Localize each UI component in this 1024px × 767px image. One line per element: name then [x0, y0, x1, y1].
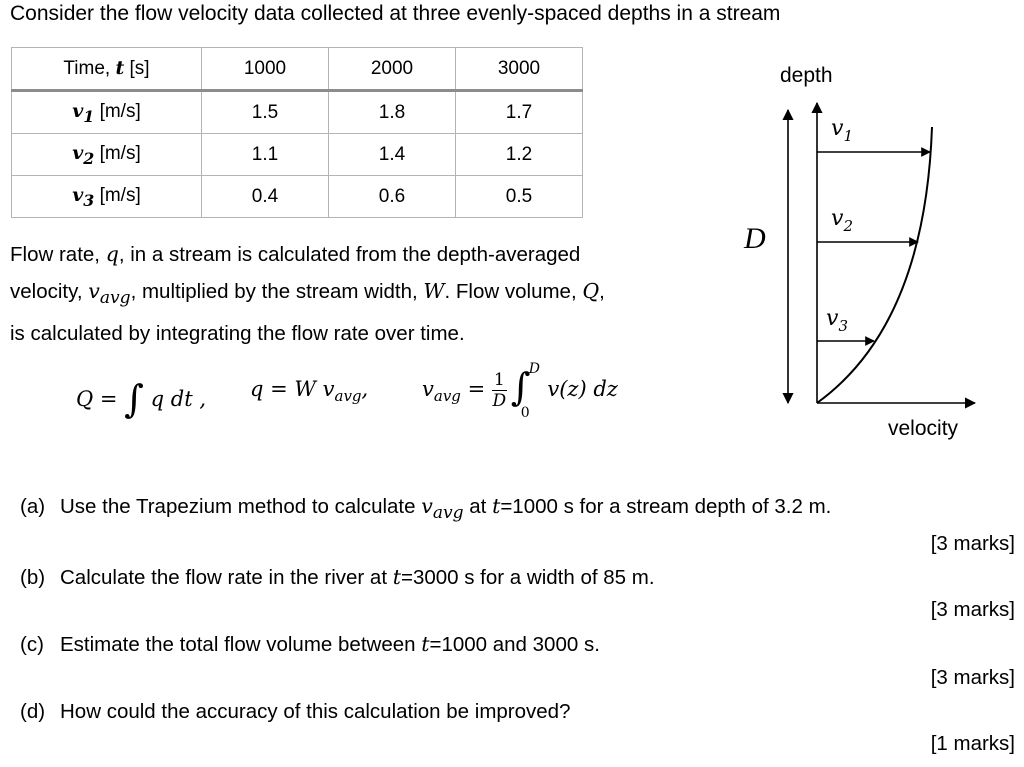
table-row	[12, 134, 583, 176]
table-row	[12, 91, 583, 134]
D-label: D	[744, 222, 766, 255]
fraction	[492, 370, 507, 411]
value-cell: 1.5	[202, 91, 329, 134]
value-cell: 0.4	[202, 176, 329, 218]
question-text: =1000 s for a stream depth of 3.2 m.	[500, 495, 832, 518]
formula-Q	[76, 377, 206, 421]
formula-body: v(z) dz	[540, 377, 618, 401]
formula-body: q dt ,	[143, 387, 207, 411]
question-b	[20, 565, 655, 590]
text-fragment: ,	[599, 280, 605, 303]
question-a	[20, 494, 831, 523]
velocity-subscript: 3	[83, 190, 95, 210]
time-cell: 3000	[456, 48, 583, 91]
formula-end: ,	[361, 377, 369, 401]
marks-b: [3 marks]	[930, 598, 1015, 621]
time-label: Time,	[63, 58, 116, 79]
symbol-t: t	[392, 565, 401, 589]
integral-sign: ∫	[510, 364, 531, 409]
symbol-Q: Q	[582, 279, 600, 303]
velocity-unit: [m/s]	[94, 142, 141, 164]
paragraph-line-3: is calculated by integrating the flow rate over time.	[10, 322, 465, 346]
formula-lhs: v	[422, 377, 434, 401]
value-cell: 0.5	[456, 176, 583, 218]
formula-equals: =	[460, 377, 492, 401]
symbol-v: v	[421, 494, 433, 518]
row-label-cell	[12, 134, 202, 176]
time-symbol: t	[115, 57, 125, 79]
integral-sign: ∫	[124, 377, 144, 421]
fraction-numerator: 1	[493, 370, 505, 390]
symbol-v: v	[88, 279, 100, 303]
question-label: (b)	[20, 566, 46, 589]
marks-c: [3 marks]	[930, 666, 1015, 689]
question-text: =1000 and 3000 s.	[429, 633, 600, 656]
question-label: (a)	[20, 495, 46, 518]
v1-label: $v_1$	[831, 116, 853, 145]
question-label: (d)	[20, 700, 46, 723]
value-cell: 1.8	[329, 91, 456, 134]
v3-label: $v_3$	[826, 306, 848, 335]
time-unit: [s]	[124, 58, 150, 79]
velocity-profile-diagram	[720, 55, 990, 450]
velocity-unit: [m/s]	[94, 100, 141, 122]
row-label-cell	[12, 176, 202, 218]
velocity-profile-curve	[817, 127, 932, 403]
table-header-row	[12, 48, 583, 91]
velocity-data-table	[11, 47, 583, 218]
velocity-symbol: v	[72, 141, 84, 164]
velocity-unit: [m/s]	[94, 184, 141, 206]
paragraph-line-1	[10, 236, 700, 273]
paragraph-line-2	[10, 273, 700, 316]
formula-subscript: avg	[433, 387, 461, 406]
velocity-label: velocity	[888, 417, 959, 440]
intro-text: Consider the flow velocity data collected at three evenly-spaced depths in a stream	[10, 2, 781, 25]
description-paragraph	[10, 236, 700, 352]
symbol-W: W	[423, 279, 445, 303]
time-cell: 2000	[329, 48, 456, 91]
question-text: Calculate the flow rate in the river at	[60, 566, 393, 589]
value-cell: 1.7	[456, 91, 583, 134]
question-text: at	[463, 495, 493, 518]
marks-a: [3 marks]	[930, 532, 1015, 555]
time-header-cell	[12, 48, 202, 91]
text-fragment: , in a stream is calculated from the depth-averaged	[118, 243, 581, 266]
text-fragment: velocity,	[10, 280, 89, 303]
symbol-avg: avg	[99, 288, 131, 309]
table-row	[12, 176, 583, 218]
question-label: (c)	[20, 633, 44, 656]
question-text: How could the accuracy of this calculation be improved?	[60, 700, 571, 723]
text-fragment: . Flow volume,	[444, 280, 583, 303]
marks-d: [1 marks]	[930, 732, 1015, 755]
value-cell: 1.4	[329, 134, 456, 176]
depth-label: depth	[780, 64, 833, 87]
symbol-avg: avg	[432, 503, 464, 524]
time-cell: 1000	[202, 48, 329, 91]
symbol-t: t	[492, 494, 501, 518]
question-text: Estimate the total flow volume between	[60, 633, 422, 656]
velocity-subscript: 2	[83, 148, 95, 168]
question-text: Use the Trapezium method to calculate	[60, 495, 422, 518]
text-fragment: Flow rate,	[10, 243, 106, 266]
value-cell: 0.6	[329, 176, 456, 218]
row-label-cell	[12, 91, 202, 134]
v2-label: $v_2$	[831, 206, 853, 235]
symbol-t: t	[421, 632, 430, 656]
value-cell: 1.1	[202, 134, 329, 176]
velocity-subscript: 1	[83, 106, 95, 126]
question-d	[20, 700, 571, 724]
symbol-q: q	[105, 242, 119, 266]
velocity-symbol: v	[72, 99, 84, 122]
velocity-symbol: v	[72, 183, 84, 206]
formula-lhs: Q =	[76, 387, 125, 411]
formula-q	[250, 377, 368, 405]
formula-subscript: avg	[334, 387, 362, 406]
value-cell: 1.2	[456, 134, 583, 176]
text-fragment: , multiplied by the stream width,	[130, 280, 424, 303]
integral-upper-limit: D	[528, 360, 540, 377]
fraction-denominator: D	[492, 391, 507, 411]
formula-lhs: q = W v	[250, 377, 335, 401]
definite-integral	[507, 360, 541, 421]
question-text: =3000 s for a width of 85 m.	[400, 566, 655, 589]
question-c	[20, 632, 600, 657]
integral-lower-limit: 0	[520, 404, 530, 421]
formula-vavg	[422, 360, 618, 421]
